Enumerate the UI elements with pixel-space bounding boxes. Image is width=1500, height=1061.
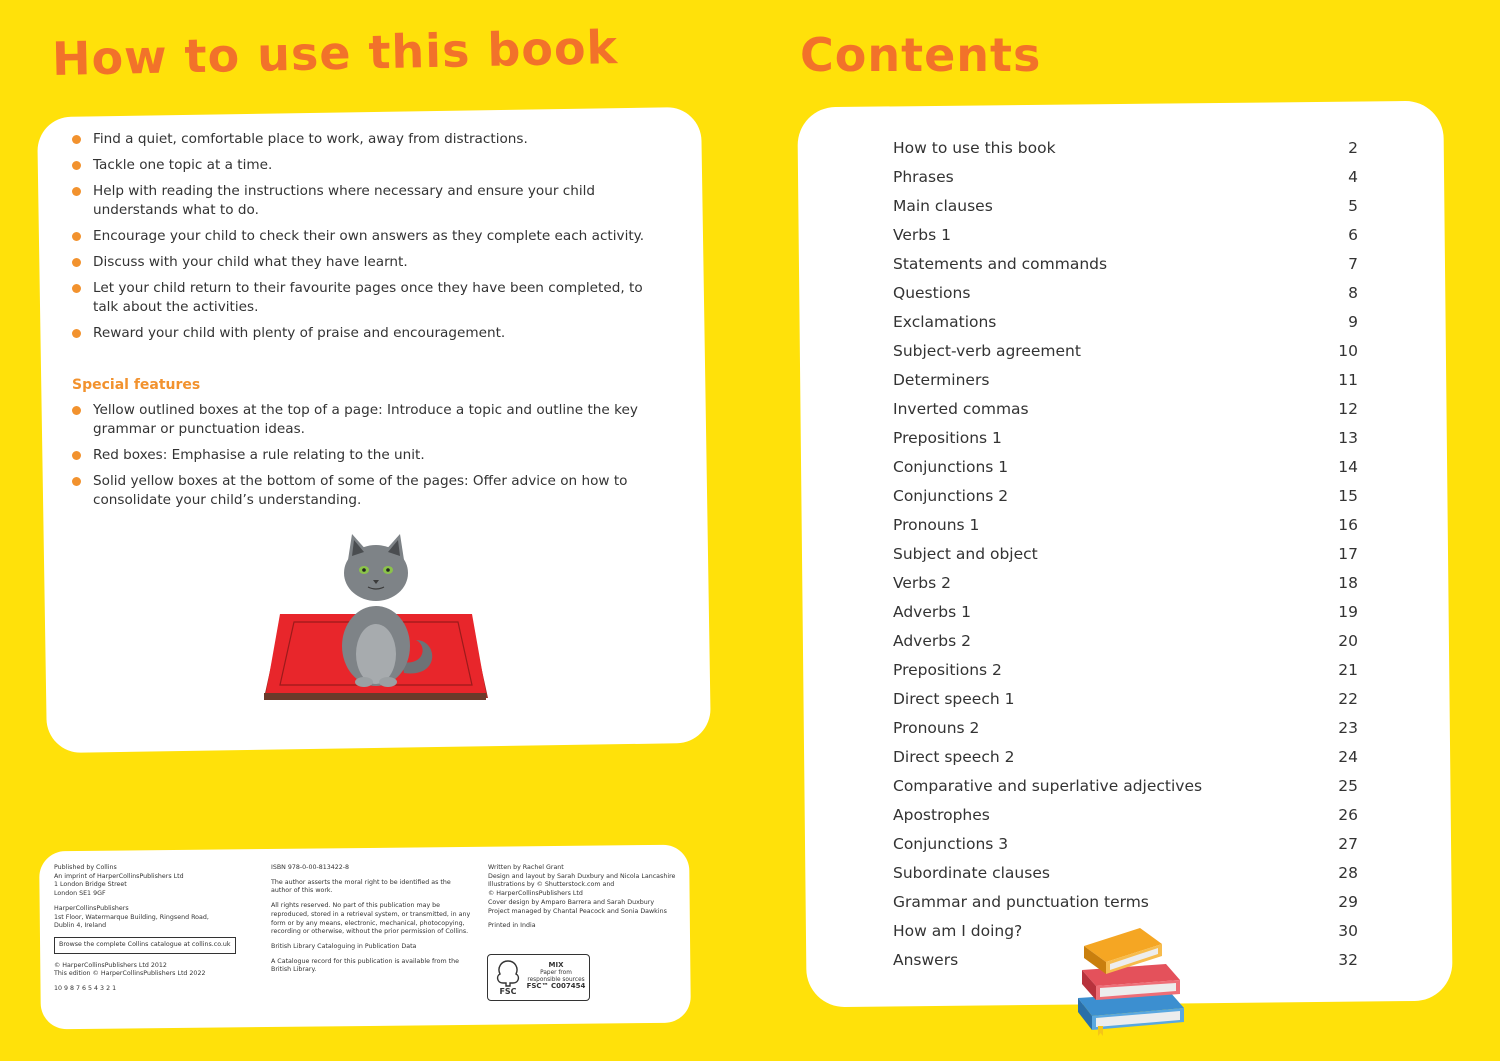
contents-entry-page: 26 <box>1338 805 1358 824</box>
contents-entry-label: Prepositions 1 <box>893 428 1002 447</box>
contents-entry-page: 17 <box>1338 544 1358 563</box>
printed-in: Printed in India <box>488 922 536 930</box>
contents-entry-label: How to use this book <box>893 138 1056 157</box>
fsc-mix: MIX <box>548 961 564 969</box>
table-of-contents <box>893 133 1358 974</box>
contents-entry-label: Verbs 1 <box>893 225 952 244</box>
contents-entry-page: 22 <box>1338 689 1358 708</box>
contents-entry-page: 11 <box>1338 370 1358 389</box>
contents-entry-page: 6 <box>1348 225 1358 244</box>
contents-entry-page: 24 <box>1338 747 1358 766</box>
copyright-line: © HarperCollinsPublishers Ltd 2012 <box>54 961 167 969</box>
contents-entry-page: 19 <box>1338 602 1358 621</box>
credit-line: Project managed by Chantal Peacock and Sonia Dawkins <box>488 907 667 915</box>
contents-entry-page: 5 <box>1348 196 1358 215</box>
feature-text: Yellow outlined boxes at the top of a page: Introduce a topic and outline the key grammar or punctuation ideas. <box>93 402 638 437</box>
contents-row <box>893 829 1358 858</box>
credit-line: Design and layout by Sarah Duxbury and Nicola Lancashire <box>488 872 676 880</box>
fsc-line: Paper from <box>540 969 572 976</box>
contents-row <box>893 713 1358 742</box>
contents-entry-page: 8 <box>1348 283 1358 302</box>
bullet-dot-icon <box>72 161 81 170</box>
feature-text: Red boxes: Emphasise a rule relating to the unit. <box>93 447 425 463</box>
contents-entry-label: Conjunctions 2 <box>893 486 1009 505</box>
contents-entry-label: Answers <box>893 950 959 969</box>
contents-row <box>893 597 1358 626</box>
isbn: ISBN 978-0-00-813422-8 <box>271 864 350 871</box>
contents-entry-page: 4 <box>1348 167 1358 186</box>
imprint-rights-column <box>271 864 471 981</box>
imprint-line: 1st Floor, Watermarque Building, Ringsend Road, <box>54 913 209 921</box>
contents-entry-page: 30 <box>1338 921 1358 940</box>
tip-item <box>52 324 672 343</box>
cat-on-mat-icon <box>256 528 496 710</box>
bullet-dot-icon <box>72 406 81 415</box>
tip-item <box>52 130 672 149</box>
bullet-dot-icon <box>72 258 81 267</box>
catalogue-record: A Catalogue record for this publication is available from the British Library. <box>271 957 459 974</box>
bullet-dot-icon <box>72 329 81 338</box>
contents-entry-page: 28 <box>1338 863 1358 882</box>
contents-row <box>893 278 1358 307</box>
contents-entry-page: 18 <box>1338 573 1358 592</box>
bullet-dot-icon <box>72 135 81 144</box>
contents-row <box>893 858 1358 887</box>
special-features-list <box>52 401 672 510</box>
credit-line: Cover design by Amparo Barrera and Sarah Duxbury <box>488 898 655 906</box>
contents-entry-label: Main clauses <box>893 196 993 215</box>
how-to-use-title: How to use this book <box>51 20 619 86</box>
contents-row <box>893 742 1358 771</box>
moral-rights: The author asserts the moral right to be identified as the author of this work. <box>271 878 451 895</box>
contents-entry-page: 20 <box>1338 631 1358 650</box>
contents-entry-label: Subject and object <box>893 544 1038 563</box>
print-number-line: 10 9 8 7 6 5 4 3 2 1 <box>54 985 117 993</box>
contents-entry-page: 21 <box>1338 660 1358 679</box>
contents-entry-label: Apostrophes <box>893 805 990 824</box>
contents-entry-page: 15 <box>1338 486 1358 505</box>
fsc-code: FSC™ C007454 <box>526 982 586 991</box>
tip-item <box>52 279 672 317</box>
stacked-books-icon <box>1070 926 1190 1036</box>
contents-entry-page: 23 <box>1338 718 1358 737</box>
contents-entry-label: Determiners <box>893 370 990 389</box>
contents-title: Contents <box>800 28 1042 82</box>
contents-row <box>893 887 1358 916</box>
rights-reserved: All rights reserved. No part of this publication may be reproduced, stored in a retrieval system, or transmitted, in any form or by any means, electronic, mechanical, photocopying, recording or otherwise, without the prior permission of Collins. <box>271 902 471 936</box>
tip-item <box>52 182 672 220</box>
contents-row <box>893 626 1358 655</box>
contents-row <box>893 336 1358 365</box>
imprint-line: Dublin 4, Ireland <box>54 922 107 930</box>
tip-item <box>52 227 672 246</box>
catalogue-link-box: Browse the complete Collins catalogue at collins.co.uk <box>54 937 236 954</box>
feature-item <box>52 401 672 439</box>
contents-row <box>893 423 1358 452</box>
bullet-dot-icon <box>72 477 81 486</box>
contents-row <box>893 365 1358 394</box>
contents-entry-label: Inverted commas <box>893 399 1029 418</box>
contents-row <box>893 539 1358 568</box>
contents-entry-label: Adverbs 2 <box>893 631 971 650</box>
contents-entry-label: Comparative and superlative adjectives <box>893 776 1203 795</box>
imprint-line: London SE1 9GF <box>54 890 106 898</box>
contents-entry-label: Conjunctions 3 <box>893 834 1009 853</box>
contents-entry-page: 16 <box>1338 515 1358 534</box>
bullet-dot-icon <box>72 284 81 293</box>
contents-entry-page: 25 <box>1338 776 1358 795</box>
tip-item <box>52 253 672 272</box>
cip-data: British Library Cataloguing in Publication Data <box>271 942 417 950</box>
contents-entry-label: Pronouns 1 <box>893 515 980 534</box>
imprint-credits-column <box>488 864 688 937</box>
contents-entry-label: Subordinate clauses <box>893 863 1050 882</box>
contents-row <box>893 191 1358 220</box>
bullet-dot-icon <box>72 451 81 460</box>
tips-list <box>52 130 672 343</box>
contents-entry-page: 27 <box>1338 834 1358 853</box>
contents-row <box>893 684 1358 713</box>
fsc-line: responsible sources <box>527 976 585 983</box>
contents-row <box>893 394 1358 423</box>
imprint-line: Published by Collins <box>54 864 117 871</box>
contents-entry-label: Statements and commands <box>893 254 1108 273</box>
contents-entry-page: 14 <box>1338 457 1358 476</box>
feature-item <box>52 472 672 510</box>
contents-entry-page: 29 <box>1338 892 1358 911</box>
contents-row <box>893 220 1358 249</box>
contents-entry-label: Conjunctions 1 <box>893 457 1009 476</box>
copyright-line: This edition © HarperCollinsPublishers Ltd 2022 <box>54 970 206 978</box>
contents-entry-page: 10 <box>1338 341 1358 360</box>
contents-entry-label: How am I doing? <box>893 921 1023 940</box>
tip-text: Find a quiet, comfortable place to work, away from distractions. <box>93 131 528 147</box>
contents-row <box>893 162 1358 191</box>
contents-row <box>893 133 1358 162</box>
bullet-dot-icon <box>72 187 81 196</box>
credit-line: Written by Rachel Grant <box>488 864 564 871</box>
tip-text: Let your child return to their favourite pages once they have been completed, to talk about the activities. <box>93 280 643 315</box>
tip-text: Help with reading the instructions where necessary and ensure your child understands what to do. <box>93 183 596 218</box>
fsc-logo <box>487 954 590 1001</box>
contents-entry-page: 32 <box>1338 950 1358 969</box>
contents-entry-page: 12 <box>1338 399 1358 418</box>
contents-row <box>893 800 1358 829</box>
tip-item <box>52 156 672 175</box>
credit-line: Illustrations by © Shutterstock.com and <box>488 881 615 889</box>
fsc-tree-icon <box>492 958 524 996</box>
contents-entry-label: Subject-verb agreement <box>893 341 1081 360</box>
special-features-heading: Special features <box>72 377 201 393</box>
contents-row <box>893 307 1358 336</box>
contents-row <box>893 452 1358 481</box>
contents-row <box>893 249 1358 278</box>
contents-entry-page: 13 <box>1338 428 1358 447</box>
how-to-use-content <box>52 130 672 517</box>
contents-entry-label: Grammar and punctuation terms <box>893 892 1149 911</box>
credit-line: © HarperCollinsPublishers Ltd <box>488 890 583 898</box>
tip-text: Discuss with your child what they have learnt. <box>93 254 408 270</box>
contents-entry-label: Phrases <box>893 167 954 186</box>
contents-row <box>893 771 1358 800</box>
feature-text: Solid yellow boxes at the bottom of some of the pages: Offer advice on how to consolidate your child’s understanding. <box>93 473 628 508</box>
fsc-label: FSC <box>499 987 517 996</box>
contents-entry-page: 2 <box>1348 138 1358 157</box>
contents-entry-label: Direct speech 2 <box>893 747 1015 766</box>
contents-entry-page: 7 <box>1348 254 1358 273</box>
tip-text: Tackle one topic at a time. <box>93 157 273 173</box>
feature-item <box>52 446 672 465</box>
imprint-line: 1 London Bridge Street <box>54 881 127 889</box>
contents-row <box>893 510 1358 539</box>
tip-text: Reward your child with plenty of praise and encouragement. <box>93 325 506 341</box>
imprint-line: HarperCollinsPublishers <box>54 904 129 912</box>
contents-entry-label: Exclamations <box>893 312 997 331</box>
contents-row <box>893 655 1358 684</box>
contents-row <box>893 568 1358 597</box>
contents-entry-label: Pronouns 2 <box>893 718 980 737</box>
contents-entry-label: Adverbs 1 <box>893 602 971 621</box>
contents-entry-label: Prepositions 2 <box>893 660 1002 679</box>
imprint-line: An imprint of HarperCollinsPublishers Ltd <box>54 872 184 880</box>
contents-entry-page: 9 <box>1348 312 1358 331</box>
tip-text: Encourage your child to check their own answers as they complete each activity. <box>93 228 645 244</box>
bullet-dot-icon <box>72 232 81 241</box>
contents-entry-label: Questions <box>893 283 971 302</box>
contents-entry-label: Direct speech 1 <box>893 689 1015 708</box>
contents-row <box>893 481 1358 510</box>
imprint-publisher-column <box>54 864 244 1000</box>
fsc-text <box>526 962 586 991</box>
contents-entry-label: Verbs 2 <box>893 573 952 592</box>
